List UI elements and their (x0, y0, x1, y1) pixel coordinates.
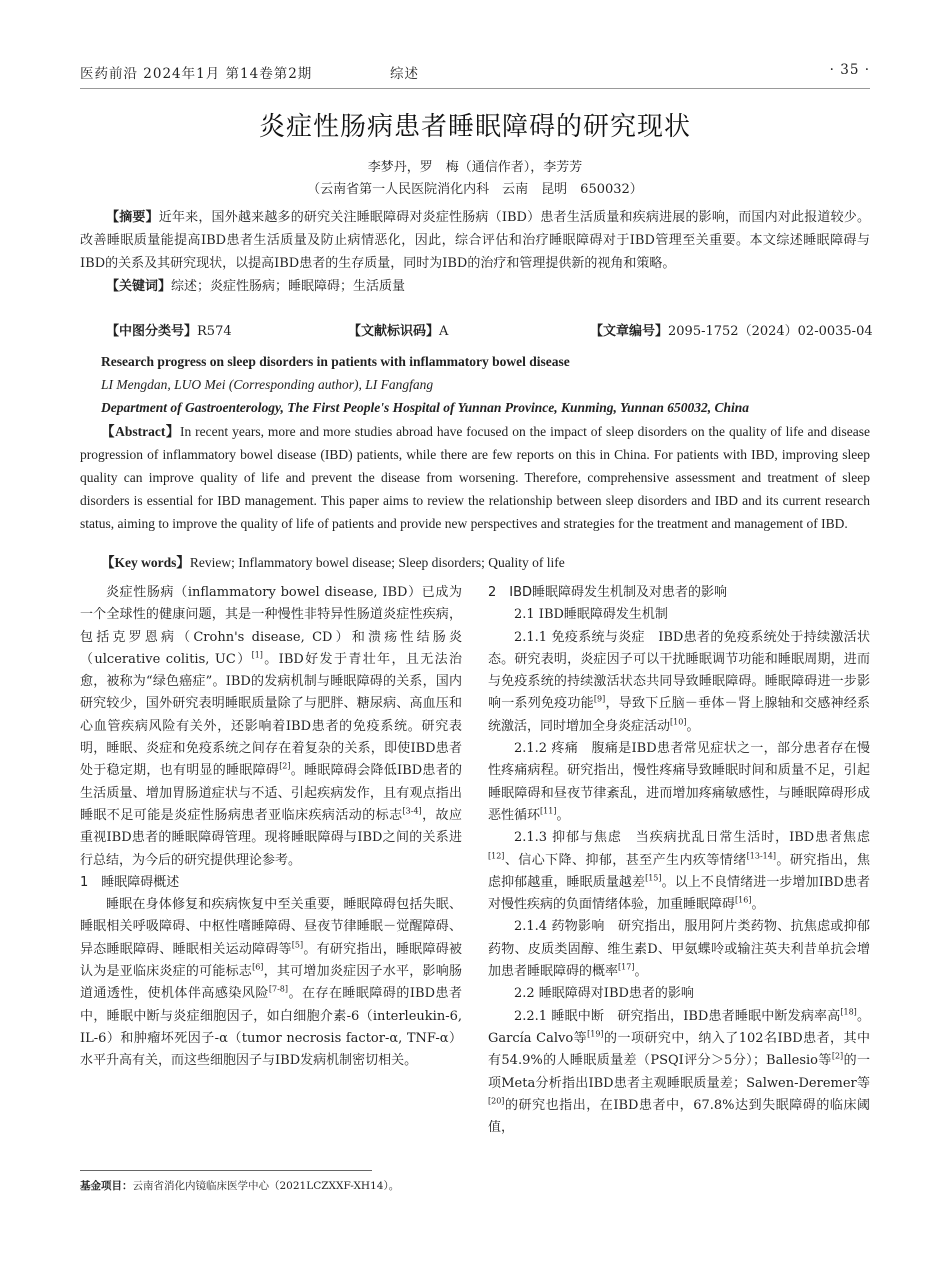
citation[interactable]: [15] (645, 873, 662, 883)
english-keywords (101, 551, 891, 571)
page-number: · 35 · (829, 62, 870, 78)
intro-paragraph: 炎症性肠病（inflammatory bowel disease, IBD）已成为一个全球性的健康问题，其是一种慢性非特异性肠道炎症性疾病，包括克罗恩病（Crohn's disease, CD）和溃疡性结肠炎（ulcerative colitis, UC）[1]。IBD好发于青壮年，且无法治愈，被称为“绿色癌症”。IBD的发病机制与睡眠障碍的关系，国内研究较少，国外研究表明睡眠质量除了与肥胖、糖尿病、高血压和心血管疾病风险有关外，还影响着IBD患者的免疫系统。研究表明，睡眠、炎症和免疫系统之间存在着复杂的关系，即使IBD患者处于稳定期，也有明显的睡眠障碍[2]。睡眠障碍会降低IBD患者的生活质量、增加胃肠道症状与不适、引起疾病发作，且有观点指出睡眠不足可能是炎症性肠病患者亚临床疾病活动的标志[3-4]，故应重视IBD患者的睡眠障碍管理。现将睡眠障碍与IBD之间的关系进行总结，为今后的研究提供理论参考。 (80, 585, 462, 868)
authors: 李梦丹，罗 梅（通信作者），李芳芳 (367, 160, 583, 175)
citation[interactable]: [10] (670, 717, 687, 727)
article-number-label: 【文章编号】 (590, 324, 669, 339)
body-right-column (488, 582, 870, 1139)
body-left-column (80, 582, 462, 1073)
english-abstract-label: 【Abstract】 (101, 424, 180, 439)
citation[interactable]: [12] (488, 851, 505, 861)
citation[interactable]: [3-4] (402, 806, 422, 816)
section-1-heading: 1 睡眠障碍概述 (80, 874, 180, 890)
abstract-cn (80, 206, 870, 298)
doc-code (348, 320, 448, 339)
citation[interactable]: [20] (488, 1096, 505, 1106)
citation[interactable]: [9] (593, 695, 606, 705)
citation[interactable]: [5] (291, 940, 304, 950)
citation[interactable]: [6] (252, 962, 264, 972)
citation[interactable]: [18] (840, 1007, 857, 1017)
affiliation: （云南省第一人民医院消化内科 云南 昆明 650032） (307, 182, 643, 197)
english-keywords-text: Review; Inflammatory bowel disease; Sleep disorders; Quality of life (189, 555, 565, 570)
paragraph-2-1-3: 2.1.3 抑郁与焦虑 当疾病扰乱日常生活时，IBD患者焦虑[12]、信心下降、抑郁，甚至产生内疚等情绪[13-14]。研究指出，焦虑抑郁越重，睡眠质量越差[15]。以上不良情绪进一步增加IBD患者对慢性疾病的负面情绪体验，加重睡眠障碍[16]。 (488, 830, 870, 913)
doc-code-value: A (439, 324, 449, 339)
abstract-text: 近年来，国外越来越多的研究关注睡眠障碍对炎症性肠病（IBD）患者生活质量和疾病进展的影响，而国内对此报道较少。改善睡眠质量能提高IBD患者生活质量及防止病情恶化，因此，综合评估和治疗睡眠障碍对于IBD管理至关重要。本文综述睡眠障碍与IBD的关系及其研究现状，以提高IBD患者的生存质量，同时为IBD的治疗和管理提供新的视角和策略。 (80, 210, 870, 271)
citation[interactable]: [7-8] (268, 985, 288, 995)
citation[interactable]: [13-14] (746, 851, 776, 861)
running-header (80, 62, 870, 84)
funding-text: 云南省消化内镜临床医学中心（2021LCZXXF-XH14）。 (132, 1180, 400, 1192)
keywords-text: 综述；炎症性肠病；睡眠障碍；生活质量 (171, 279, 406, 294)
keywords-label: 【关键词】 (106, 279, 172, 294)
abstract-label: 【摘要】 (106, 210, 159, 225)
english-department: Department of Gastroenterology, The First People's Hospital of Yunnan Province, Kunming, Yunnan 650032, China (101, 400, 749, 415)
citation[interactable]: [11] (540, 806, 557, 816)
section-1-paragraph: 睡眠在身体修复和疾病恢复中至关重要，睡眠障碍包括失眠、睡眠相关呼吸障碍、中枢性嗜睡障碍、昼夜节律睡眠－觉醒障碍、异态睡眠障碍、睡眠相关运动障碍等[5]。有研究指出，睡眠障碍被认为是亚临床炎症的可能标志[6]，其可增加炎症因子水平，影响肠道通透性，使机体伴高感染风险[7-8]。在存在睡眠障碍的IBD患者中，睡眠中断与炎症细胞因子，如白细胞介素-6（interleukin-6, IL-6）和肿瘤坏死因子-α（tumor necrosis factor-α, TNF-α）水平升高有关，而这些细胞因子与IBD发病机制密切相关。 (80, 897, 462, 1069)
citation[interactable]: [2] (831, 1051, 844, 1061)
article-number-value: 2095-1752（2024）02-0035-04 (668, 324, 873, 339)
section-2-1-heading: 2.1 IBD睡眠障碍发生机制 (514, 607, 668, 623)
funding-footnote (80, 1178, 399, 1193)
citation[interactable]: [17] (618, 962, 635, 972)
classification-value: R574 (197, 324, 232, 339)
paragraph-2-1-1: 2.1.1 免疫系统与炎症 IBD患者的免疫系统处于持续激活状态。研究表明，炎症因子可以干扰睡眠调节功能和睡眠周期，进而与免疫系统的持续激活状态共同导致睡眠障碍。睡眠障碍进一步影响一系列免疫功能[9]，导致下丘脑－垂体－肾上腺轴和交感神经系统激活，同时增加全身炎症活动[10]。 (488, 629, 870, 734)
english-authors: LI Mengdan, LUO Mei (Corresponding author), LI Fangfang (101, 377, 434, 392)
section-2-heading: 2 IBD睡眠障碍发生机制及对患者的影响 (488, 585, 728, 600)
english-abstract-text: In recent years, more and more studies abroad have focused on the impact of sleep disorders on the quality of life and disease progression of inflammatory bowel disease (IBD) patients, while there are few reports on this in China. For patients with IBD, improving sleep quality can improve quality of life and prevent the disease from worsening. Therefore, comprehensive assessment and treatment of sleep disorders is essential for IBD management. This paper aims to review the relationship between sleep disorders and IBD and its current research status, aiming to improve the quality of life of patients and provide new perspectives and strategies for the treatment and management of IBD. (80, 424, 870, 531)
english-abstract (80, 420, 870, 535)
footnote-rule (80, 1170, 372, 1171)
citation[interactable]: [1] (251, 650, 263, 660)
section-2-2-heading: 2.2 睡眠障碍对IBD患者的影响 (514, 986, 694, 1002)
paragraph-2-1-4: 2.1.4 药物影响 研究指出，服用阿片类药物、抗焦虑或抑郁药物、皮质类固醇、维生素D、甲氨蝶呤或输注英夫利昔单抗会增加患者睡眠障碍的概率[17]。 (488, 919, 870, 980)
english-keywords-label: 【Key words】 (101, 555, 190, 570)
journal-info: 医药前沿 2024年1月 第14卷第2期 (80, 66, 313, 82)
citation[interactable]: [16] (735, 895, 752, 905)
classification-label: 【中图分类号】 (106, 324, 198, 339)
citation[interactable]: [19] (587, 1029, 604, 1039)
classification (106, 320, 232, 339)
paragraph-2-2-1: 2.2.1 睡眠中断 研究指出，IBD患者睡眠中断发病率高[18]。García Calvo等[19]的一项研究中，纳入了102名IBD患者，其中有54.9%的人睡眠质量差（PSQI评分＞5分）；Ballesio等[2]的一项Meta分析指出IBD患者主观睡眠质量差；Salwen-Deremer等[20]的研究也指出，在IBD患者中，67.8%达到失眠障碍的临床阈值， (488, 1007, 870, 1136)
section-label: 综述 (390, 66, 419, 82)
article-title: 炎症性肠病患者睡眠障碍的研究现状 (258, 112, 691, 142)
english-title: Research progress on sleep disorders in patients with inflammatory bowel disease (101, 354, 570, 369)
paragraph-2-1-2: 2.1.2 疼痛 腹痛是IBD患者常见症状之一，部分患者存在慢性疼痛病程。研究指出，慢性疼痛导致睡眠时间和质量不足，引起睡眠障碍和昼夜节律紊乱，进而增加疼痛敏感性，与睡眠障碍形成恶性循环[11]。 (488, 741, 870, 823)
article-number (590, 320, 873, 339)
funding-label: 基金项目： (80, 1180, 133, 1192)
header-rule (80, 88, 870, 89)
citation[interactable]: [2] (279, 762, 291, 772)
doc-code-label: 【文献标识码】 (348, 324, 440, 339)
